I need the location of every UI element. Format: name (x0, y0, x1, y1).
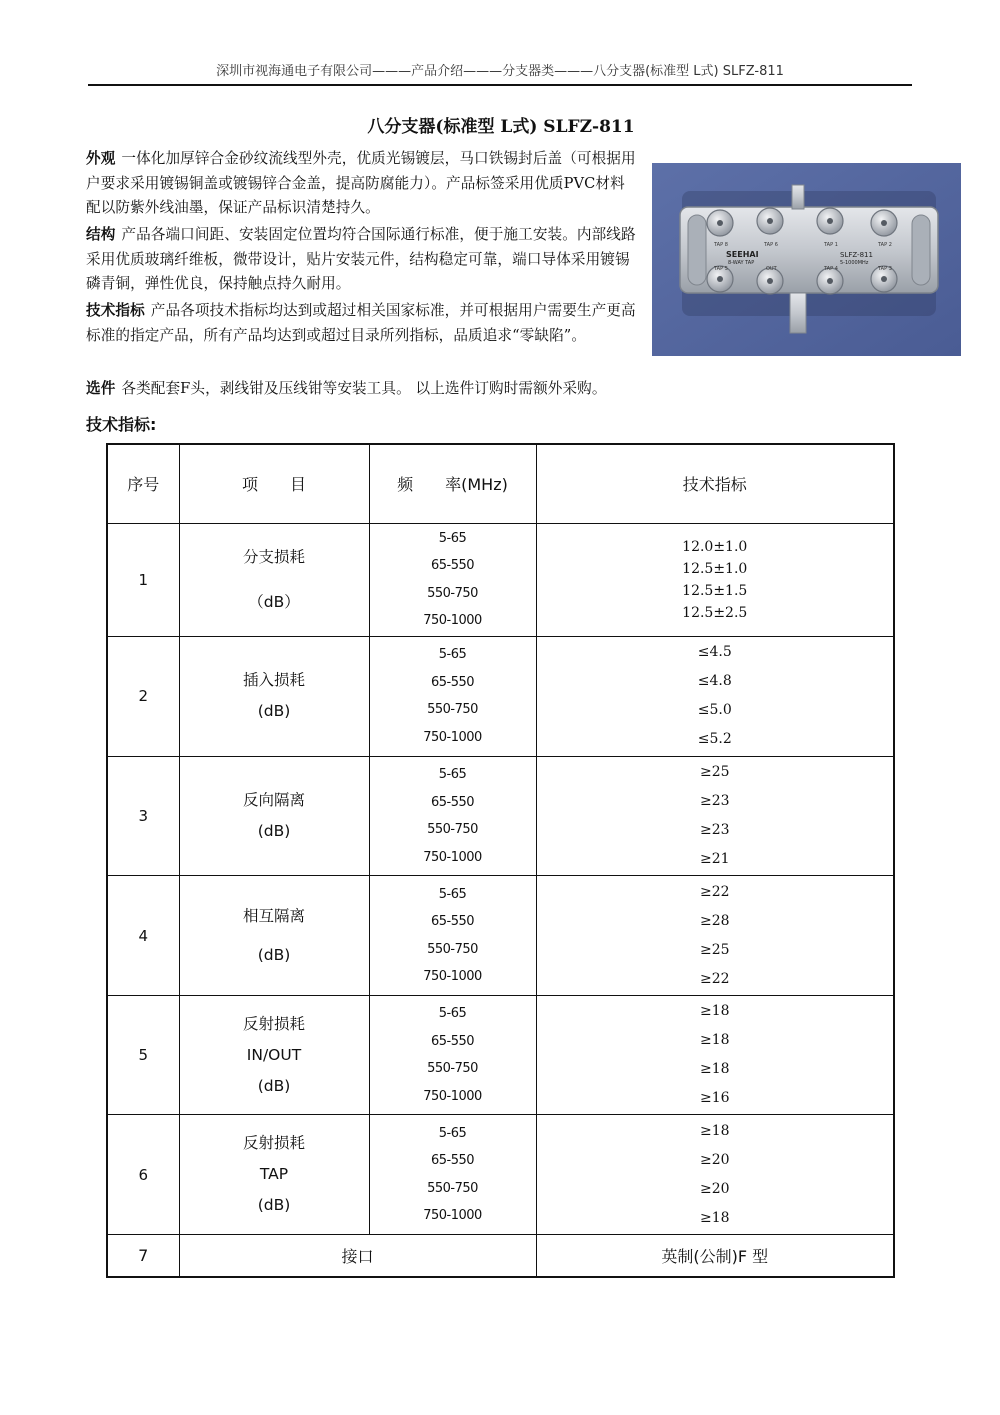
row-item (179, 523, 369, 636)
spec-value: ≤4.5 (697, 644, 732, 661)
table-row (107, 637, 894, 757)
item-line: 反射损耗 (242, 1134, 305, 1153)
item-line: 反射损耗 (242, 1014, 305, 1033)
row-specs (536, 523, 894, 636)
photo-range-label: 5-1000MHz (840, 260, 869, 266)
freq-value: 5-65 (438, 767, 467, 782)
row-specs (536, 637, 894, 757)
photo-brand-label: SEEHAI (726, 250, 759, 259)
header-divider (88, 84, 912, 86)
photo-port-label: TAP 3 (878, 266, 892, 272)
spec-table (106, 443, 895, 1278)
spec-value: ≥18 (699, 1122, 730, 1139)
freq-value: 65-550 (430, 558, 475, 574)
header-index: 序号 (107, 444, 179, 523)
spec-value: ≥20 (699, 1151, 730, 1168)
row-index: 3 (107, 756, 179, 876)
paragraph-label: 外观 (86, 150, 116, 167)
header-frequency: 频 率(MHz) (369, 444, 536, 523)
spec-value: ≥23 (699, 793, 730, 809)
freq-value: 750-1000 (423, 1208, 482, 1224)
spec-value: ≥16 (699, 1090, 730, 1107)
freq-value: 550-750 (427, 702, 478, 718)
spec-value: ≥22 (699, 970, 730, 987)
photo-port-label: OUT (766, 266, 777, 272)
paragraph-text: 产品各端口间距、安装固定位置均符合国际通行标准，便于施工安装。内部线路采用优质玻璃纤维板，微带设计，贴片安装元件，结构稳定可靠，端口导体采用镀锡磷青铜，弹性优良，保持触点持久耐用。 (86, 226, 636, 292)
freq-value: 550-750 (427, 822, 478, 837)
spec-value: ≥25 (699, 941, 730, 958)
spec-value: ≥18 (699, 1061, 730, 1078)
freq-value: 5-65 (438, 647, 467, 663)
paragraph-label: 选件 (86, 380, 116, 397)
row-item (179, 1115, 369, 1235)
item-line: TAP (259, 1165, 289, 1184)
photo-port-label: TAP 4 (824, 266, 838, 272)
freq-value: 550-750 (427, 1061, 478, 1077)
spec-value: ≥21 (699, 851, 730, 867)
header-item: 项 目 (179, 444, 369, 523)
row-index: 5 (107, 995, 179, 1115)
row-item (179, 876, 369, 996)
spec-value: ≥28 (699, 912, 730, 929)
table-row (107, 876, 894, 996)
row-item: 接口 (179, 1235, 536, 1277)
spec-value: ≥22 (699, 883, 730, 900)
row-index: 6 (107, 1115, 179, 1235)
paragraph-label: 结构 (86, 226, 116, 243)
row-specs (536, 995, 894, 1115)
spec-value: 12.5±2.5 (682, 604, 748, 621)
spec-value: ≥18 (699, 1209, 730, 1226)
running-header: 深圳市视海通电子有限公司———产品介绍———分支器类———八分支器(标准型 L式) SLFZ-811 (216, 64, 784, 79)
freq-value: 5-65 (438, 530, 467, 546)
freq-value: 550-750 (427, 1180, 478, 1196)
table-header-row (107, 444, 894, 523)
product-photo (652, 163, 961, 356)
freq-value: 750-1000 (423, 849, 482, 865)
paragraph-text: 产品各项技术指标均达到或超过相关国家标准，并可根据用户需要生产更高标准的指定产品，所有产品均达到或超过目录所列指标，品质追求“零缺陷”。 (86, 302, 636, 344)
freq-value: 65-550 (430, 914, 475, 930)
photo-port-label: TAP 2 (878, 242, 892, 248)
row-index: 1 (107, 523, 179, 636)
paragraph-label: 技术指标 (86, 302, 145, 319)
table-row (107, 995, 894, 1115)
freq-value: 5-65 (438, 1125, 467, 1141)
spec-value: ≥18 (699, 1032, 730, 1049)
photo-port-label: TAP 5 (714, 266, 728, 272)
row-specs (536, 1115, 894, 1235)
table-row (107, 756, 894, 876)
row-frequencies (369, 995, 536, 1115)
paragraph-text: 各类配套F头，剥线钳及压线钳等安装工具。 以上选件订购时需额外采购。 (121, 380, 607, 397)
item-line: IN/OUT (246, 1045, 302, 1064)
photo-port-label: TAP 8 (714, 242, 728, 248)
paragraph-appearance (86, 147, 638, 221)
row-specs (536, 756, 894, 876)
spec-value: ≥18 (699, 1003, 730, 1020)
spec-value: ≤4.8 (697, 673, 732, 690)
paragraph-structure (86, 223, 638, 297)
freq-value: 750-1000 (423, 613, 482, 629)
freq-value: 5-65 (438, 1006, 467, 1022)
row-item (179, 637, 369, 757)
spec-value: ≥20 (699, 1180, 730, 1197)
document-title: 八分支器(标准型 L式) SLFZ-811 (367, 117, 635, 137)
item-line: (dB) (257, 1196, 291, 1215)
freq-value: 5-65 (438, 886, 467, 902)
header-spec: 技术指标 (536, 444, 894, 523)
photo-model-label: SLFZ-811 (840, 251, 873, 259)
row-specs (536, 876, 894, 996)
freq-value: 65-550 (430, 674, 475, 690)
freq-value: 65-550 (430, 794, 475, 810)
freq-value: 550-750 (427, 585, 478, 601)
table-row-interface (107, 1235, 894, 1277)
item-line: (dB) (257, 1076, 291, 1095)
table-row (107, 1115, 894, 1235)
row-index: 7 (107, 1235, 179, 1277)
item-line: 分支损耗 (242, 547, 305, 566)
item-line: （dB） (248, 592, 300, 611)
spec-value: ≥25 (699, 764, 730, 780)
item-line: (dB) (257, 945, 291, 964)
section-heading: 技术指标: (86, 415, 157, 434)
photo-type-label: 8-WAY TAP (728, 260, 755, 266)
spec-value: 12.0±1.0 (682, 538, 748, 555)
row-frequencies (369, 876, 536, 996)
freq-value: 65-550 (430, 1033, 475, 1049)
row-index: 2 (107, 637, 179, 757)
freq-value: 550-750 (427, 941, 478, 957)
row-spec: 英制(公制)F 型 (536, 1235, 894, 1277)
freq-value: 750-1000 (423, 1088, 482, 1104)
spec-value: ≤5.2 (697, 731, 732, 748)
photo-port-label: TAP 1 (824, 242, 838, 248)
spec-value: 12.5±1.0 (682, 560, 748, 577)
paragraph-specs (86, 299, 638, 348)
row-frequencies (369, 756, 536, 876)
freq-value: 750-1000 (423, 969, 482, 985)
spec-value: ≥23 (699, 822, 730, 838)
spec-value: ≤5.0 (697, 702, 732, 719)
item-line: 相互隔离 (242, 906, 305, 925)
item-line: 插入损耗 (242, 671, 305, 690)
freq-value: 750-1000 (423, 729, 482, 745)
freq-value: 65-550 (430, 1153, 475, 1169)
item-line: 反向隔离 (242, 791, 305, 809)
paragraph-options (86, 377, 926, 402)
row-frequencies (369, 637, 536, 757)
photo-port-label: TAP 6 (764, 242, 778, 248)
row-item (179, 995, 369, 1115)
row-item (179, 756, 369, 876)
item-line: (dB) (257, 822, 291, 840)
row-frequencies (369, 523, 536, 636)
row-index: 4 (107, 876, 179, 996)
spec-value: 12.5±1.5 (682, 582, 748, 599)
row-frequencies (369, 1115, 536, 1235)
item-line: (dB) (257, 702, 291, 721)
paragraph-text: 一体化加厚锌合金砂纹流线型外壳，优质光锡镀层，马口铁锡封后盖（可根据用户要求采用镀锡铜盖或镀锡锌合金盖，提高防腐能力）。产品标签采用优质PVC材料配以防紫外线油墨，保证产品标识清楚持久。 (86, 150, 636, 216)
table-row (107, 523, 894, 636)
